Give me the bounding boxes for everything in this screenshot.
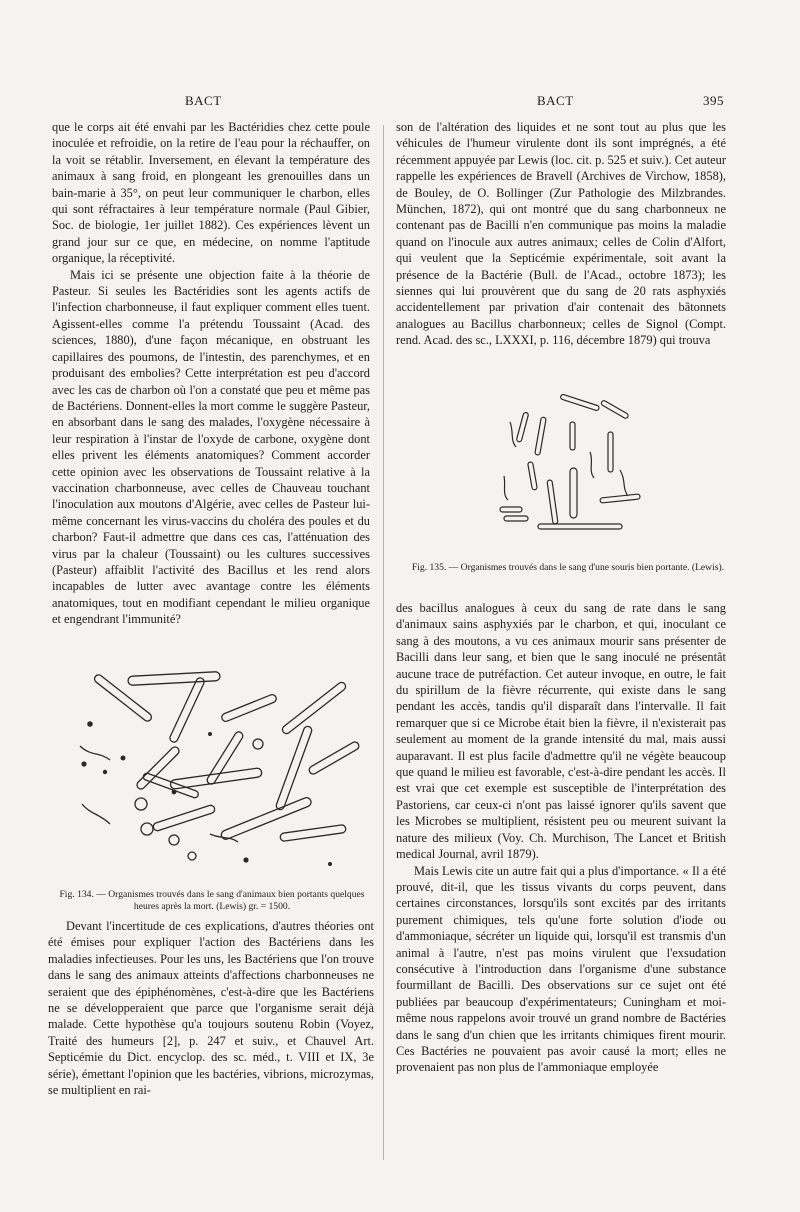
column-divider xyxy=(383,125,384,1160)
paragraph: des bacillus analogues à ceux du sang de rate dans le sang d'animaux sains asphyxiés par le charbon, et qui, inoculant ce sang à des moutons, a vu ces animaux mourir sans présenter de Bacilli dans leur sang, et bien que le sang inoculé ne présentât aucune trace de putréfaction. Cet auteur invoque, en outre, le fait du spirillum de la fièvre récurrente, qui existe dans le sang pendant les accès, tandis qu'il disparaît dans l'intervalle. Il fait remarquer que si ce Microbe était bien la fièvre, il n'existerait pas seulement au moment de la grande intensité du mal, mais aussi auparavant. Il est plus facile d'admettre qu'il ne végète beaucoup que quand le milieu est favorable, c'est-à-dire pendant les accès. Il est vrai que cet exemple est susceptible de l'interprétation des Pastoriens, car ceux-ci n'ont pas laissé ignorer qu'ils savent que les Microbes se multiplient, résistent peu ou meurent suivant la nature des milieux (Voy. Ch. Murchison, The Lancet et British medical Journal, avril 1879). xyxy=(396,601,726,862)
figure-134-illustration xyxy=(70,664,370,882)
right-column-bottom-text xyxy=(396,600,726,1076)
figure-134-caption: Fig. 134. — Organismes trouvés dans le sang d'animaux bien portants quelques heures après la mort. (Lewis) gr. = 1500. xyxy=(59,889,365,912)
figure-135-caption: Fig. 135. — Organismes trouvés dans le sang d'une souris bien portante. (Lewis). xyxy=(411,562,725,573)
paragraph: que le corps ait été envahi par les Bactéridies chez cette poule inoculée et refroidie, on la retire de l'eau pour la réchauffer, on la voit se rétablir. Inversement, en élevant la température des animaux à sang froid, en plongeant les grenouilles dans un bain-marie à 35°, on peut leur communiquer le charbon, elles qui sont réfractaires à leur température normale (Paul Gibier, Soc. de biologie, 1er juillet 1882). Ces expériences lèvent un grand jour sur ce que, en médecine, on nomme l'aptitude organique, la réceptivité. xyxy=(52,120,370,266)
paragraph: Mais ici se présente une objection faite à la théorie de Pasteur. Si seules les Bactéridies sont les agents actifs de l'infection charbonneuse, il faut expliquer comment elles tuent. Agissent-elles comme l'a prétendu Toussaint (Acad. des sciences, 1880), d'une façon mécanique, en obstruant les capillaires des poumons, de l'intestin, des parenchymes, et en produisant des embolies? Cette interprétation est peu d'accord avec les cas de charbon où l'on a constaté que peu et même pas de Bactériens. Donnent-elles la mort comme le suggère Pasteur, en absorbant dans le sang des malades, l'oxygène nécessaire à leur respiration à l'instar de l'oxyde de carbone, oxygène dont elles privent les éléments anatomiques? Comment accorder cette opinion avec les observations de Toussaint relative à la vaccination charbonneuse, avec celles de Chauveau touchant l'inoculation aux moutons d'Algérie, avec celles de Pasteur lui-même concernant les virus-vaccins du choléra des poules et du charbon? Faut-il admettre que dans ces cas, l'atténuation des virus par la chaleur (Toussaint) ou les cultures successives (Pasteur) affaiblit l'activité des Bacillus et les rend alors incapables de lutter avec avantage contre les éléments anatomiques, tout en modifiant cependant le milieu organique et engendrant l'immunité? xyxy=(52,267,370,627)
paragraph: son de l'altération des liquides et ne sont tout au plus que les véhicules de l'humeur virulente dont ils sont imprégnés, a été récemment appuyée par Lewis (loc. cit. p. 525 et suiv.). Cet auteur rappelle les expériences de Bravell (Archives de Virchow, 1858), de Bouley, de O. Bollinger (Zur Pathologie des Milzbrandes. München, 1872), qui ont montré que du sang charbonneux ne contenant pas de Bacilli n'en communique pas moins la maladie quand on l'inocule aux autres animaux; celles de Colin d'Alfort, qui veulent que la Septicémie expérimentale, soit avant la présence de la Bactérie (Bull. de l'Acad., octobre 1873); les siennes qui lui prouvèrent que du sang de 20 rats asphyxiés accidentellement par privation d'air contenait des bâtonnets analogues au Bacillus charbonneux; celles de Signol (Compt. rend. Acad. des sc., LXXXI, p. 116, décembre 1879) qui trouva xyxy=(396,120,726,348)
page-number: 395 xyxy=(703,93,724,108)
left-column-bottom-text xyxy=(48,918,374,1098)
paragraph: Devant l'incertitude de ces explications, d'autres théories ont été émises pour expliquer l'action des Bactériens dans les maladies infectieuses. Pour les uns, les Bactériens que l'on trouve dans le sang des animaux atteints d'affections charbonneuses ne seraient que des épiphénomènes, c'est-à-dire que les Bactériens ne se développeraient que parce que l'organisme serait déjà malade. Cette hypothèse qu'a toujours soutenu Robin (Voyez, Traité des humeurs [2], p. 247 et suiv., et Chauvel Art. Septicémie du Dict. encyclop. des sc. méd., t. VIII et IX, 3e série), émettant l'opinion que les bactéries, vibrions, microzymas, se multiplient en rai- xyxy=(48,919,374,1098)
figure-135-illustration xyxy=(490,392,650,542)
paragraph: Mais Lewis cite un autre fait qui a plus d'importance. « Il a été prouvé, dit-il, que les tissus vivants du corps peuvent, dans certaines circonstances, lorsqu'ils sont excités par des irritants purement chimiques, tels qu'une forte solution d'iode ou d'ammoniaque, sécréter un liquide qui, lorsqu'il est transmis d'un animal à l'autre, n'est pas moins virulent que l'exsudation consécutive à l'introduction dans l'organisme d'une substance fourmillant de Bacilli. Des observations sur ce sujet ont été publiées par beaucoup d'expérimentateurs; Cuningham et moi-même nous rappelons avoir trouvé un grand nombre de Bactéries dans le sang d'un chien que les irritants chimiques firent mourir. Ces Bactéries ne pouvaient pas avoir causé la mort; elles ne provenaient pas non plus de l'ammoniaque employée xyxy=(396,863,726,1075)
right-column-text xyxy=(396,119,726,349)
running-head-left: BACT xyxy=(185,93,222,108)
running-head-right: BACT xyxy=(537,93,574,108)
left-column-text xyxy=(52,119,370,628)
